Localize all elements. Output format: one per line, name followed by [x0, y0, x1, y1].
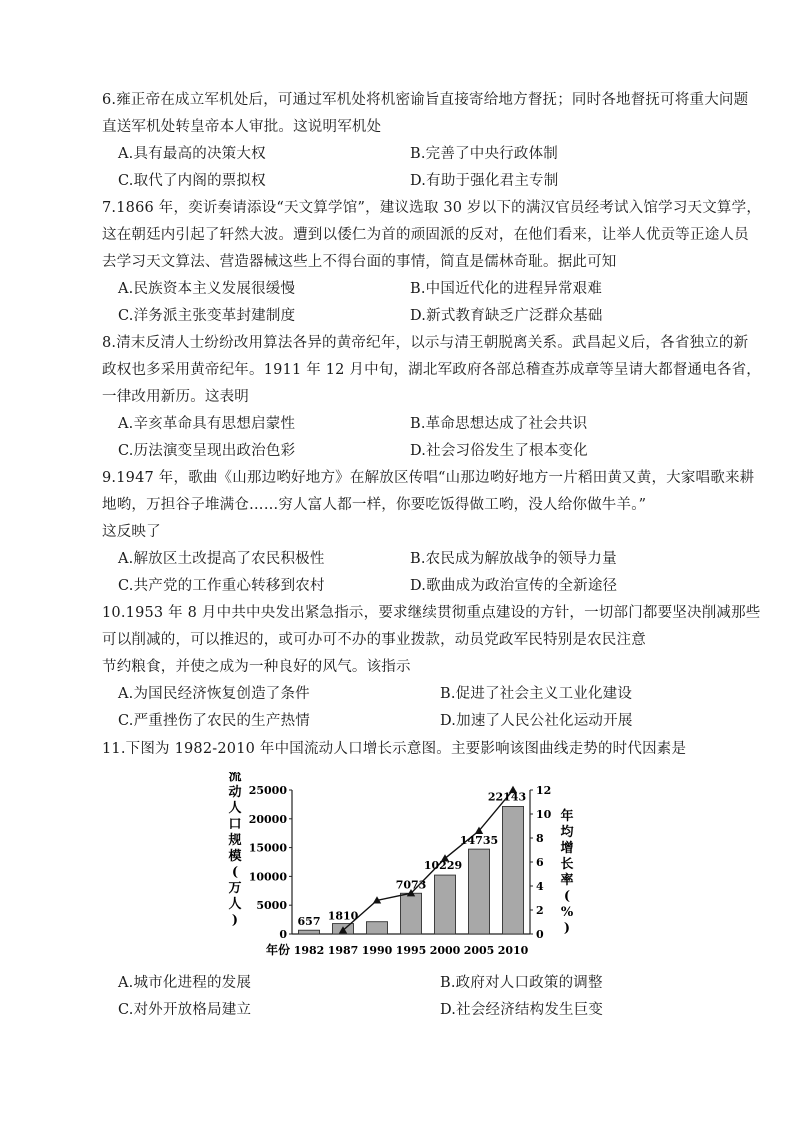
y2-axis-title-char: 长 [560, 857, 574, 872]
q9-stem-line-3: 这反映了 [102, 524, 161, 540]
y-tick-label: 0 [279, 928, 287, 941]
population-chart-svg [226, 772, 576, 962]
y2-axis-title-char: 率 [560, 873, 574, 888]
population-chart [226, 772, 576, 962]
y-axis-title [227, 772, 242, 928]
y2-tick-label: 2 [536, 904, 544, 917]
q6-stem-line-2: 直送军机处转皇帝本人审批。这说明军机处 [102, 119, 382, 135]
bar-value-label: 1810 [327, 909, 359, 923]
q9-option-b: B.农民成为解放战争的领导力量 [410, 551, 617, 567]
q10-option-a: A.为国民经济恢复创造了条件 [118, 686, 310, 702]
y2-tick-label: 8 [536, 832, 544, 845]
q8-option-c: C.历法演变呈现出政治色彩 [118, 443, 296, 459]
y2-tick-label: 10 [536, 808, 552, 821]
q7-option-b: B.中国近代化的进程异常艰难 [410, 281, 603, 297]
q8-stem-line-1: 8.清末反清人士纷纷改用算法各异的黄帝纪年，以示与清王朝脱离关系。武昌起义后，各省独立的新 [102, 335, 749, 351]
y-axis-title-char: 口 [228, 817, 242, 832]
y2-axis-title-char: % [560, 905, 574, 920]
q10-option-b: B.促进了社会主义工业化建设 [440, 686, 633, 702]
y-tick-label: 15000 [248, 841, 287, 855]
q6-option-c: C.取代了内阁的票拟权 [118, 173, 266, 189]
bar-1982 [298, 930, 319, 934]
q9-stem-line-2: 地哟，万担谷子堆满仓……穷人富人都一样，你要吃饭得做工哟，没人给你做牛羊。” [102, 497, 647, 513]
x-tick-label: 2000 [429, 944, 461, 957]
q11-option-b: B.政府对人口政策的调整 [440, 975, 603, 991]
y-axis-title-char: 动 [228, 785, 242, 800]
q9-option-a: A.解放区土改提高了农民积极性 [118, 551, 325, 567]
y2-tick-label: 12 [536, 784, 552, 797]
y-tick-label: 5000 [256, 899, 287, 913]
y-tick-label: 10000 [248, 870, 287, 884]
q8-option-d: D.社会习俗发生了根本变化 [410, 443, 588, 459]
q8-option-a: A.辛亥革命具有思想启蒙性 [118, 416, 296, 432]
q6-option-b: B.完善了中央行政体制 [410, 146, 558, 162]
y-axis-title-char: 人 [228, 897, 242, 912]
q10-option-c: C.严重挫伤了农民的生产热情 [118, 713, 310, 729]
q6-option-d: D.有助于强化君主专制 [410, 173, 559, 189]
y-axis-title-char: ( [231, 865, 239, 880]
q10-stem-line-1: 10.1953 年 8 月中共中央发出紧急指示，要求继续贯彻重点建设的方针，一切部门都要坚决削减那些 [102, 605, 761, 621]
q11-stem-line-1: 11.下图为 1982-2010 年中国流动人口增长示意图。主要影响该图曲线走势的时代因素是 [102, 741, 687, 757]
y2-axis-title-char: 年 [560, 809, 574, 824]
q8-stem-line-2: 政权也多采用黄帝纪年。1911 年 12 月中旬，湖北军政府各部总稽查苏成章等呈请大都督通电各省， [102, 362, 761, 378]
q7-option-c: C.洋务派主张变革封建制度 [118, 308, 296, 324]
q6-option-a: A.具有最高的决策大权 [118, 146, 266, 162]
y2-axis-title-char: 增 [560, 841, 574, 856]
q6-stem-line-1: 6.雍正帝在成立军机处后，可通过军机处将机密谕旨直接寄给地方督抚；同时各地督抚可将重大问题 [102, 92, 749, 108]
bar-2010 [502, 806, 523, 934]
bar-2005 [468, 849, 489, 934]
y2-tick-label: 4 [536, 880, 544, 893]
q7-stem-line-1: 7.1866 年，奕䜣奏请添设“天文算学馆”，建议选取 30 岁以下的满汉官员经考试入馆学习天文算学， [102, 200, 762, 216]
y-axis-title-char: 模 [228, 849, 242, 864]
q7-stem-line-3: 去学习天文算法、营造器械这些上不得台面的事情，简直是儒林奇耻。据此可知 [102, 254, 617, 270]
q9-option-c: C.共产党的工作重心转移到农村 [118, 578, 325, 594]
y-axis-title-char: 人 [228, 801, 242, 816]
y2-tick-label: 6 [536, 856, 544, 869]
q10-stem-line-3: 节约粮食，并使之成为一种良好的风气。该指示 [102, 659, 411, 675]
x-tick-label: 1982 [293, 944, 325, 957]
y-axis-title-char: ) [231, 913, 239, 928]
x-tick-label: 1995 [395, 944, 427, 957]
x-axis-title: 年份 [266, 943, 291, 957]
y2-axis-title-char: 均 [560, 825, 574, 840]
q10-option-d: D.加速了人民公社化运动开展 [440, 713, 633, 729]
y-tick-label: 20000 [248, 812, 287, 826]
x-tick-label: 2005 [463, 944, 495, 957]
y2-axis-title [560, 808, 574, 936]
x-tick-label: 1990 [361, 944, 393, 957]
y2-axis-title-char: ( [563, 889, 571, 904]
q9-stem-line-1: 9.1947 年，歌曲《山那边哟好地方》在解放区传唱“山那边哟好地方一片稻田黄又黄，大家唱歌来耕 [102, 470, 755, 486]
bar-1990 [366, 922, 387, 934]
y-axis-title-char: 规 [228, 833, 242, 848]
bar-value-label: 22143 [487, 790, 527, 804]
x-tick-label: 1987 [327, 944, 359, 957]
q9-option-d: D.歌曲成为政治宣传的全新途径 [410, 578, 618, 594]
q8-stem-line-3: 一律改用新历。这表明 [102, 389, 249, 405]
q11-option-c: C.对外开放格局建立 [118, 1002, 252, 1018]
q11-option-a: A.城市化进程的发展 [118, 975, 252, 991]
q7-option-a: A.民族资本主义发展很缓慢 [118, 281, 296, 297]
bar-value-label: 14735 [459, 834, 499, 848]
y2-tick-label: 0 [536, 928, 544, 941]
q11-option-d: D.社会经济结构发生巨变 [440, 1002, 604, 1018]
y-axis-title-char: 万 [228, 881, 242, 896]
q10-stem-line-2: 可以削减的，可以推迟的，或可办可不办的事业拨款，动员党政军民特别是农民注意 [102, 632, 646, 648]
bar-value-label: 7073 [395, 878, 427, 892]
q7-stem-line-2: 这在朝廷内引起了轩然大波。遭到以倭仁为首的顽固派的反对，在他们看来，让举人优贡等正途人员 [102, 227, 749, 243]
bar-2000 [434, 875, 455, 934]
x-tick-label: 2010 [497, 944, 529, 957]
y2-axis-title-char: ) [563, 921, 571, 936]
bar-1995 [400, 893, 421, 934]
q7-option-d: D.新式教育缺乏广泛群众基础 [410, 308, 603, 324]
q8-option-b: B.革命思想达成了社会共识 [410, 416, 588, 432]
bar-value-label: 657 [297, 915, 321, 929]
bar-value-label: 10229 [423, 859, 463, 873]
y-tick-label: 25000 [248, 784, 287, 797]
y-axis-title-char: 流 [228, 772, 242, 784]
